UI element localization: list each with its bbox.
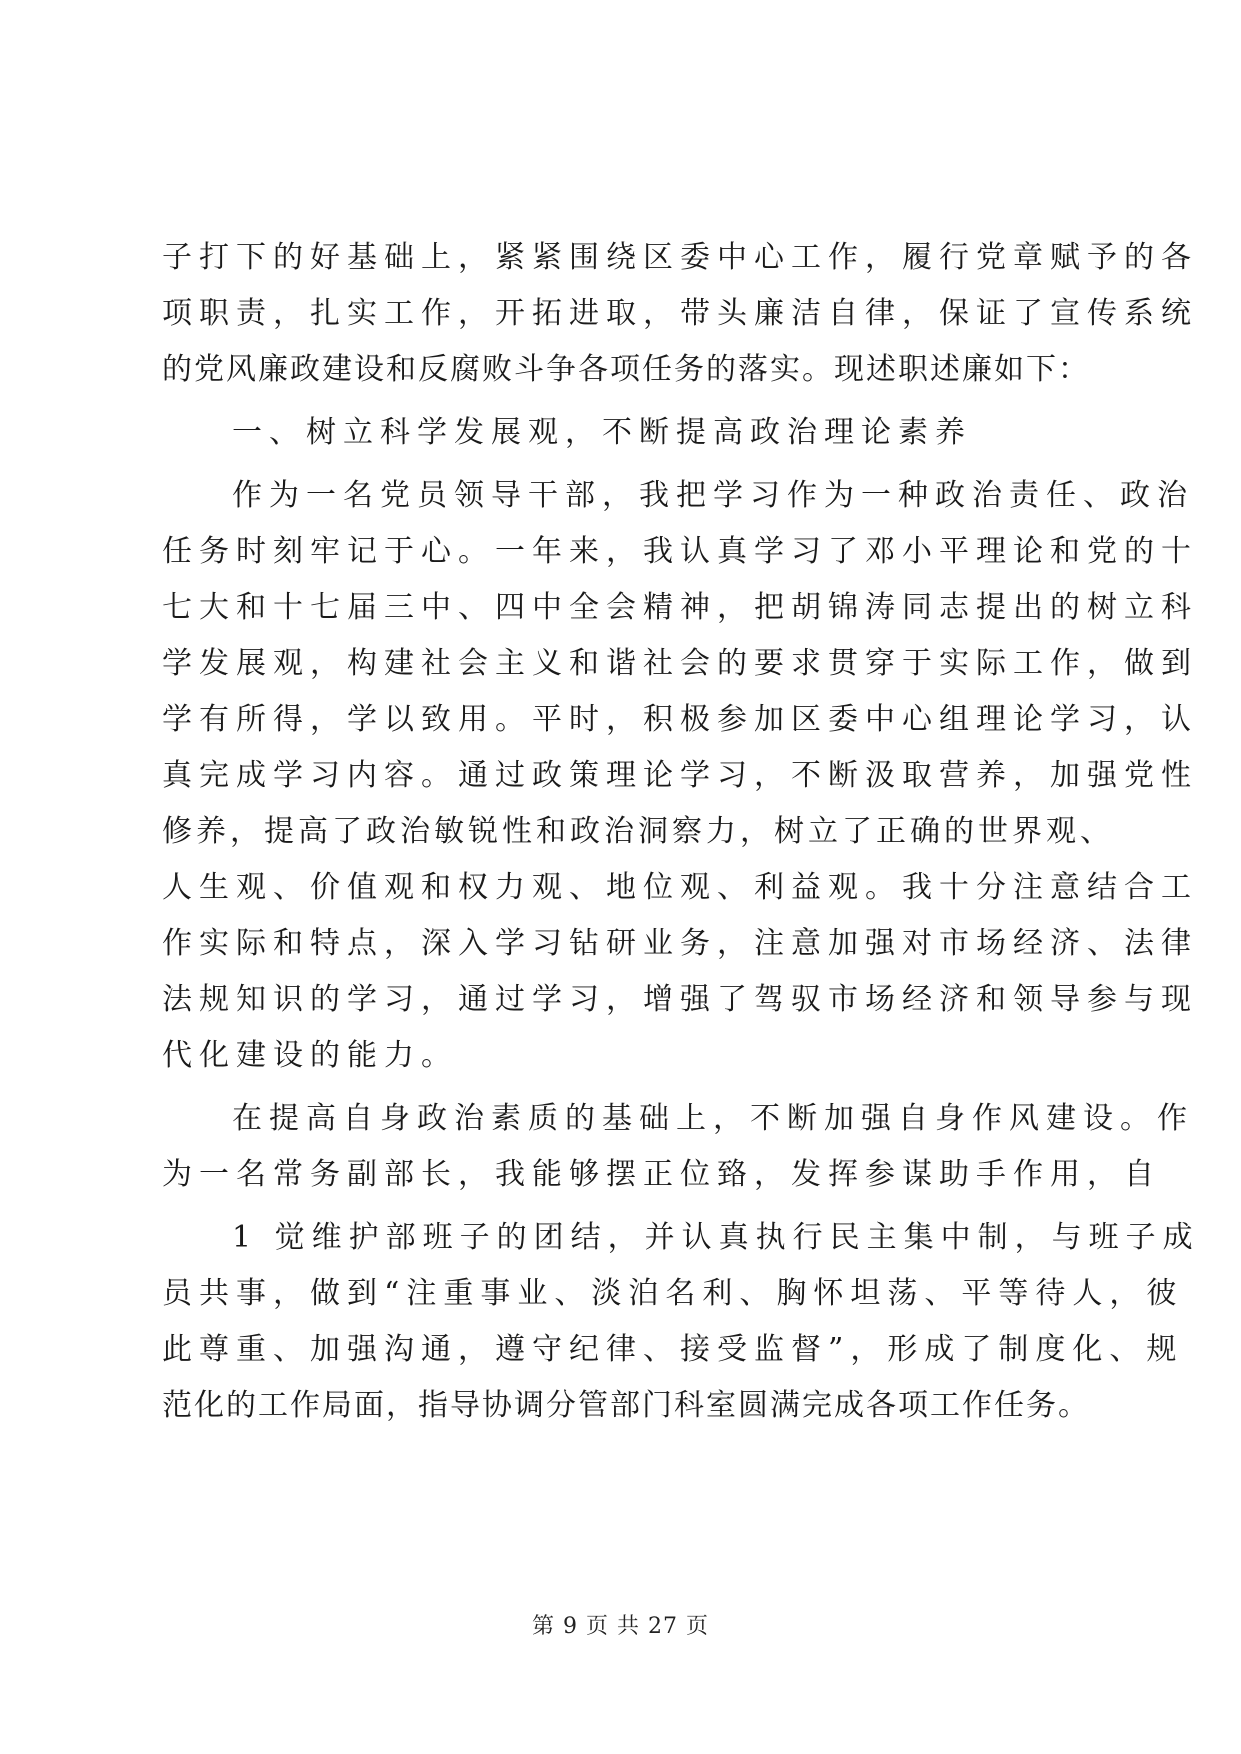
text-line: 项职责，扎实工作，开拓进取，带头廉洁自律，保证了宣传系统 bbox=[162, 296, 1198, 331]
text-line: 此尊重、加强沟通，遵守纪律、接受监督”，形成了制度化、规 bbox=[162, 1332, 1184, 1367]
text-line: 真完成学习内容。通过政策理论学习，不断汲取营养，加强党性 bbox=[162, 758, 1198, 793]
text-line: 在提高自身政治素质的基础上，不断加强自身作风建设。作 bbox=[232, 1101, 1194, 1136]
text-line: 1 觉维护部班子的团结，并认真执行民主集中制，与班子成 bbox=[232, 1220, 1200, 1255]
text-line: 人生观、价值观和权力观、地位观、利益观。我十分注意结合工 bbox=[162, 870, 1198, 905]
page-number: 第 9 页 共 27 页 bbox=[532, 1614, 709, 1639]
text-line: 员共事，做到“注重事业、淡泊名利、胸怀坦荡、平等待人，彼 bbox=[162, 1276, 1184, 1311]
section-heading: 一、树立科学发展观，不断提高政治理论素养 bbox=[232, 415, 972, 450]
text-line: 修养，提高了政治敏锐性和政治洞察力，树立了正确的世界观、 bbox=[162, 814, 1114, 849]
document-body bbox=[162, 230, 1200, 1434]
text-line: 为一名常务副部长，我能够摆正位臵，发挥参谋助手作用，自 bbox=[162, 1157, 1161, 1192]
text-line: 任务时刻牢记于心。一年来，我认真学习了邓小平理论和党的十 bbox=[162, 534, 1198, 569]
text-line: 的党风廉政建设和反腐败斗争各项任务的落实。现述职述廉如下： bbox=[162, 352, 1090, 387]
text-line: 法规知识的学习，通过学习，增强了驾驭市场经济和领导参与现 bbox=[162, 982, 1198, 1017]
text-line: 七大和十七届三中、四中全会精神，把胡锦涛同志提出的树立科 bbox=[162, 590, 1198, 625]
text-line: 范化的工作局面，指导协调分管部门科室圆满完成各项工作任务。 bbox=[162, 1388, 1090, 1423]
text-line: 作实际和特点，深入学习钻研业务，注意加强对市场经济、法律 bbox=[162, 926, 1198, 961]
text-line: 代化建设的能力。 bbox=[162, 1038, 458, 1073]
text-line: 学有所得，学以致用。平时，积极参加区委中心组理论学习，认 bbox=[162, 702, 1198, 737]
text-line: 学发展观，构建社会主义和谐社会的要求贯穿于实际工作，做到 bbox=[162, 646, 1198, 681]
text-line: 子打下的好基础上，紧紧围绕区委中心工作，履行党章赋予的各 bbox=[162, 240, 1198, 275]
text-line: 作为一名党员领导干部，我把学习作为一种政治责任、政治 bbox=[232, 478, 1194, 513]
